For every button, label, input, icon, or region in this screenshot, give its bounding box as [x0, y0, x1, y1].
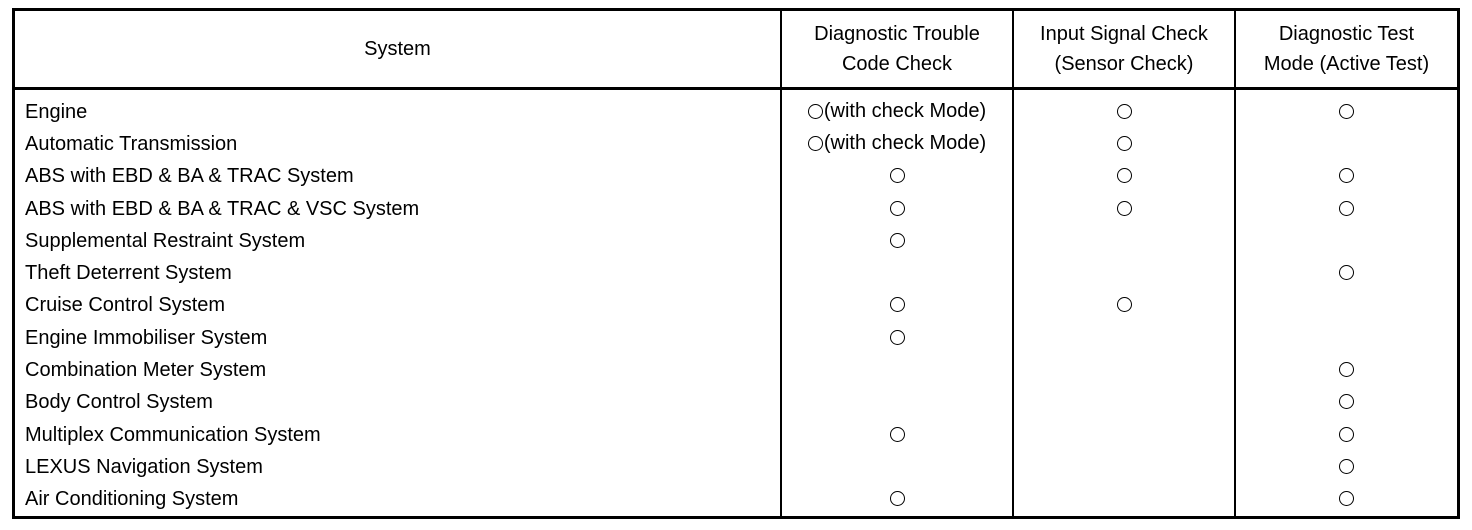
header-active-line1: Diagnostic Test [1278, 23, 1415, 45]
circle-mark-icon [1339, 104, 1354, 119]
table-row [15, 128, 1457, 160]
circle-mark-icon [890, 201, 905, 216]
system-name-cell: ABS with EBD & BA & TRAC System [25, 165, 354, 188]
circle-mark-icon [1117, 104, 1132, 119]
header-active-line2: Mode (Active Test) [1263, 53, 1430, 75]
input-mark-cell [1013, 225, 1235, 257]
dtc-mark-cell [781, 419, 1013, 451]
dtc-mark-cell [781, 354, 1013, 386]
dtc-mark-cell [781, 387, 1013, 419]
supported-with-note [808, 132, 986, 155]
active-mark-cell [1235, 484, 1457, 516]
active-mark-cell [1235, 322, 1457, 354]
circle-mark-icon [808, 136, 823, 151]
input-mark-cell [1013, 258, 1235, 290]
circle-mark-icon [890, 233, 905, 248]
table-row [15, 193, 1457, 225]
active-mark-cell [1235, 128, 1457, 160]
table-row [15, 322, 1457, 354]
header-input-signal-check [1013, 11, 1235, 89]
header-dtc-check [781, 11, 1013, 89]
dtc-mark-cell [781, 128, 1013, 160]
circle-mark-icon [1339, 459, 1354, 474]
system-name-cell: Theft Deterrent System [25, 262, 232, 285]
input-mark-cell [1013, 193, 1235, 225]
table-row [15, 387, 1457, 419]
dtc-mark-cell [781, 193, 1013, 225]
circle-mark-icon [890, 330, 905, 345]
system-name-cell: LEXUS Navigation System [25, 455, 263, 478]
system-name-cell: Body Control System [25, 391, 213, 414]
dtc-mark-cell [781, 258, 1013, 290]
header-system: System [15, 11, 781, 89]
dtc-mark-cell [781, 451, 1013, 483]
active-mark-cell [1235, 161, 1457, 193]
input-mark-cell [1013, 161, 1235, 193]
circle-mark-icon [1339, 362, 1354, 377]
active-mark-cell [1235, 89, 1457, 129]
header-row [15, 11, 1457, 89]
input-mark-cell [1013, 290, 1235, 322]
circle-mark-icon [890, 168, 905, 183]
system-check-table [15, 11, 1457, 516]
active-mark-cell [1235, 451, 1457, 483]
input-mark-cell [1013, 451, 1235, 483]
table-row [15, 258, 1457, 290]
header-active-test [1235, 11, 1457, 89]
dtc-mark-cell [781, 484, 1013, 516]
system-name-cell: ABS with EBD & BA & TRAC & VSC System [25, 197, 420, 220]
system-name-cell: Supplemental Restraint System [25, 229, 306, 252]
input-mark-cell [1013, 484, 1235, 516]
circle-mark-icon [890, 491, 905, 506]
input-mark-cell [1013, 322, 1235, 354]
circle-mark-icon [808, 104, 823, 119]
input-mark-cell [1013, 387, 1235, 419]
header-dtc-line2: Code Check [841, 53, 953, 75]
circle-mark-icon [1117, 168, 1132, 183]
system-name-cell: Engine [25, 100, 88, 123]
active-mark-cell [1235, 387, 1457, 419]
system-name-cell: Engine Immobiliser System [25, 326, 268, 349]
dtc-mark-cell [781, 290, 1013, 322]
dtc-mark-cell [781, 89, 1013, 129]
circle-mark-icon [1339, 168, 1354, 183]
active-mark-cell [1235, 225, 1457, 257]
input-mark-cell [1013, 354, 1235, 386]
circle-mark-icon [1339, 394, 1354, 409]
system-name-cell: Air Conditioning System [25, 488, 239, 511]
table-row [15, 290, 1457, 322]
active-mark-cell [1235, 290, 1457, 322]
circle-mark-icon [1339, 265, 1354, 280]
active-mark-cell [1235, 419, 1457, 451]
circle-mark-icon [1117, 201, 1132, 216]
input-mark-cell [1013, 128, 1235, 160]
table-row [15, 161, 1457, 193]
system-name-cell: Cruise Control System [25, 294, 226, 317]
circle-mark-icon [1339, 491, 1354, 506]
active-mark-cell [1235, 193, 1457, 225]
active-mark-cell [1235, 258, 1457, 290]
supported-with-note [808, 100, 986, 123]
circle-mark-icon [1339, 201, 1354, 216]
dtc-mark-cell [781, 225, 1013, 257]
input-mark-cell [1013, 419, 1235, 451]
table-row [15, 484, 1457, 516]
table-row [15, 89, 1457, 129]
dtc-mark-cell [781, 322, 1013, 354]
table-body [15, 89, 1457, 517]
circle-mark-icon [1339, 427, 1354, 442]
active-mark-cell [1235, 354, 1457, 386]
check-mode-note: (with check Mode) [823, 132, 987, 154]
system-name-cell: Automatic Transmission [25, 133, 238, 155]
dtc-mark-cell [781, 161, 1013, 193]
system-name-cell: Combination Meter System [25, 359, 267, 382]
circle-mark-icon [1117, 297, 1132, 312]
check-mode-note: (with check Mode) [823, 99, 987, 122]
circle-mark-icon [890, 297, 905, 312]
circle-mark-icon [1117, 136, 1132, 151]
header-dtc-line1: Diagnostic Trouble [814, 23, 980, 45]
header-input-line1: Input Signal Check [1040, 23, 1208, 45]
circle-mark-icon [890, 427, 905, 442]
table-row [15, 225, 1457, 257]
table-row [15, 354, 1457, 386]
header-input-line2: (Sensor Check) [1054, 53, 1194, 75]
system-name-cell: Multiplex Communication System [25, 423, 321, 446]
table-row [15, 419, 1457, 451]
diagnostic-capability-table [12, 8, 1460, 519]
input-mark-cell [1013, 89, 1235, 129]
table-row [15, 451, 1457, 483]
